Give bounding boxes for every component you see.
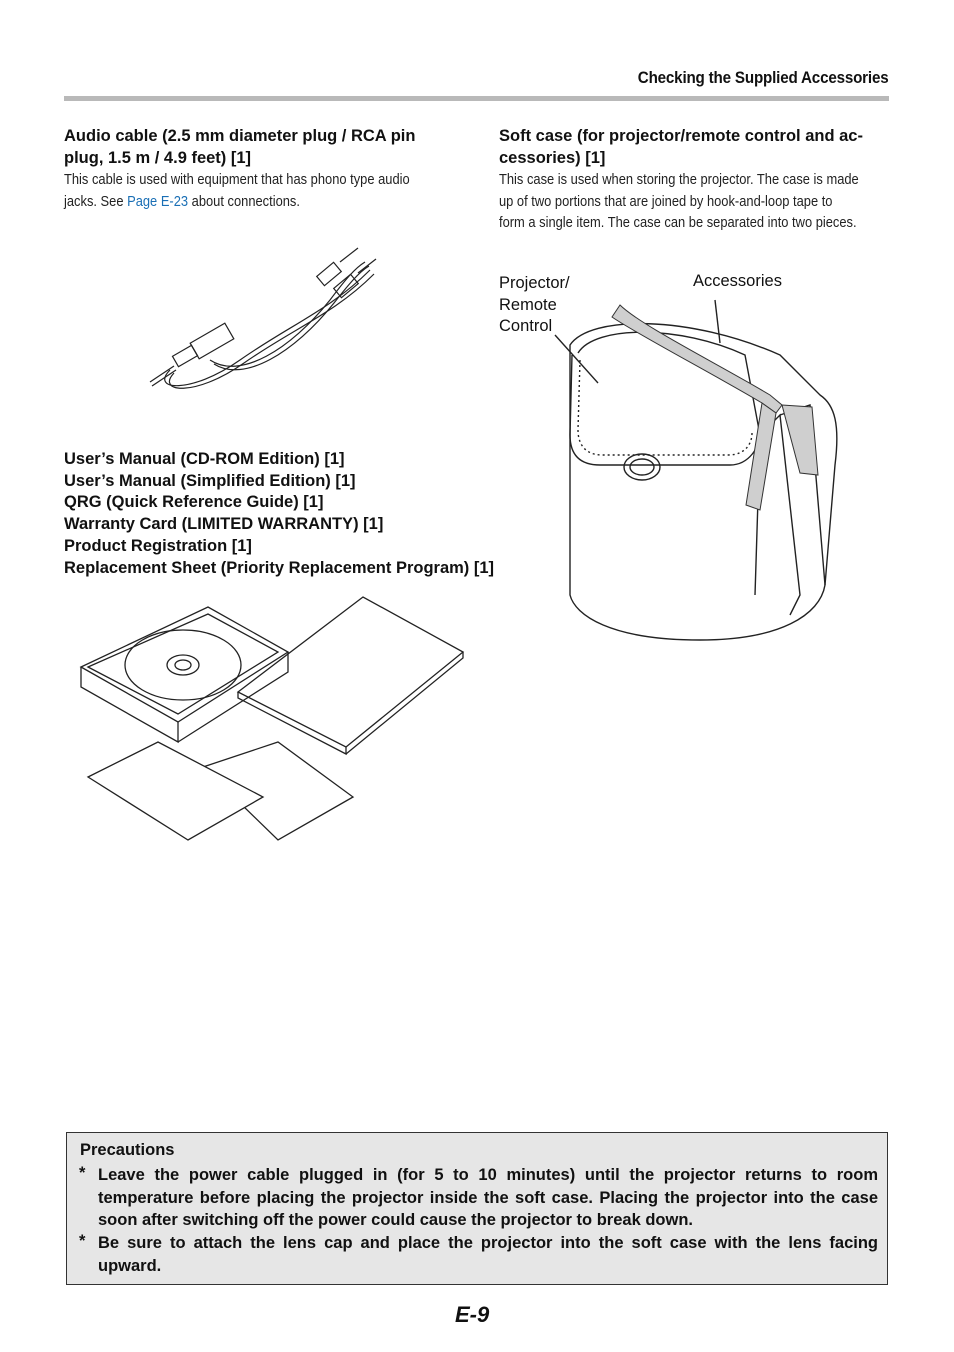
audio-cable-desc-text: jacks. See xyxy=(64,192,128,210)
audio-cable-desc-text-end: about connections. xyxy=(188,192,300,210)
documents-list xyxy=(64,449,494,579)
page-e23-link[interactable]: Page E-23 xyxy=(127,192,189,210)
projector-label-line1: Projector/ xyxy=(499,274,570,292)
soft-case-title xyxy=(499,126,863,169)
audio-cable-description xyxy=(64,169,519,212)
precautions-title: Precautions xyxy=(80,1141,175,1159)
list-item: Product Registration [1] xyxy=(64,536,252,555)
precaution-text: Leave the power cable plugged in (for 5 to 10 minutes) until the projector returns to room temperature before placing the projector inside the soft case. Placing the projector into the case soon after switching off the power could cause the projector to break down. xyxy=(98,1166,878,1229)
audio-cable-desc-line2 xyxy=(64,191,455,213)
section-title: Checking the Supplied Accessories xyxy=(637,69,888,87)
list-item: Replacement Sheet (Priority Replacement Program) [1] xyxy=(64,558,495,577)
precautions-bullet-2 xyxy=(67,1232,887,1277)
list-item: User’s Manual (Simplified Edition) [1] xyxy=(64,471,356,490)
soft-case-desc-line2: up of two portions that are joined by hook-and-loop tape to xyxy=(499,192,833,210)
projector-label-line2: Remote xyxy=(499,295,557,314)
soft-case-description xyxy=(499,169,954,234)
audio-cable-illustration xyxy=(130,240,400,400)
precautions-bullet-1 xyxy=(67,1164,887,1232)
audio-cable-desc-line1: This cable is used with equipment that has phono type audio xyxy=(64,171,410,188)
list-item: QRG (Quick Reference Guide) [1] xyxy=(64,493,324,512)
accessories-label: Accessories xyxy=(693,272,782,290)
precaution-text: Be sure to attach the lens cap and place the projector into the soft case with the lens facing upward. xyxy=(98,1234,878,1275)
soft-case-title-line2: cessories) [1] xyxy=(499,148,606,167)
bullet-marker: * xyxy=(79,1232,86,1250)
soft-case-desc-line3: form a single item. The case can be separated into two pieces. xyxy=(499,214,857,231)
soft-case-title-line1: Soft case (for projector/remote control and ac- xyxy=(499,127,863,145)
bullet-marker: * xyxy=(79,1164,86,1182)
audio-cable-title xyxy=(64,126,415,169)
audio-cable-title-line1: Audio cable (2.5 mm diameter plug / RCA pin xyxy=(64,127,416,145)
soft-case-illustration xyxy=(550,295,850,650)
audio-cable-title-line2: plug, 1.5 m / 4.9 feet) [1] xyxy=(64,148,252,167)
list-item: Warranty Card (LIMITED WARRANTY) [1] xyxy=(64,515,384,534)
cd-rom-and-manuals-illustration xyxy=(78,592,468,847)
soft-case-desc-line1: This case is used when storing the projector. The case is made xyxy=(499,171,859,188)
projector-label-line3: Control xyxy=(499,317,553,335)
header-rule xyxy=(64,96,889,101)
list-item: User’s Manual (CD-ROM Edition) [1] xyxy=(64,450,345,468)
precautions-box xyxy=(66,1132,888,1285)
page-number: E-9 xyxy=(455,1302,490,1327)
